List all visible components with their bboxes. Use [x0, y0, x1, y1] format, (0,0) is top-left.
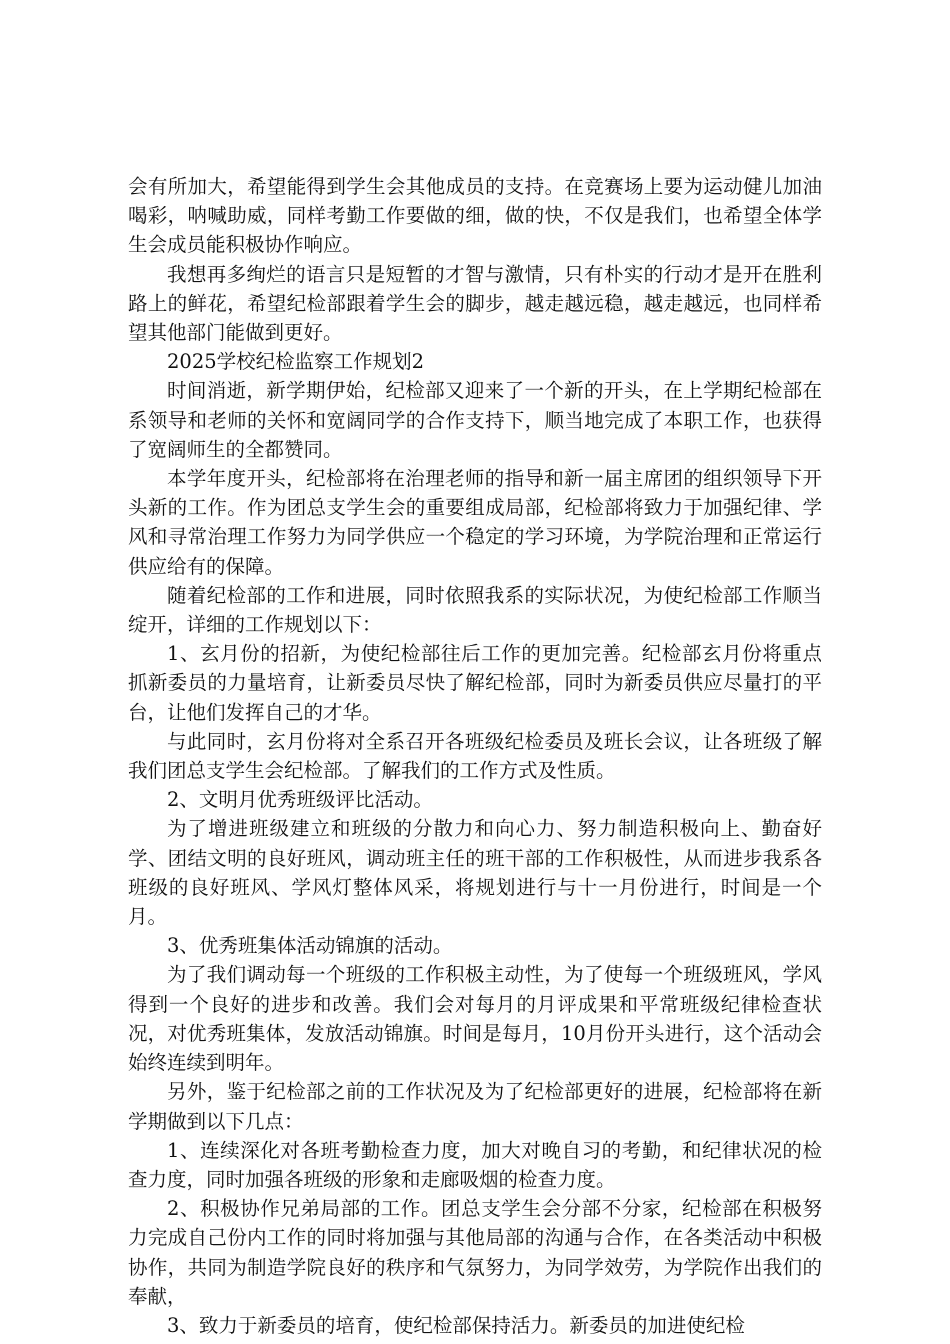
paragraph-3: 时间消逝，新学期伊始，纪检部又迎来了一个新的开头，在上学期纪检部在系领导和老师的关怀和宽阔同学的合作支持下，顺当地完成了本职工作，也获得了宽阔师生的全都赞同。 — [128, 379, 822, 461]
list-item-3: 3、优秀班集体活动锦旗的活动。 — [167, 934, 453, 958]
paragraph-2: 我想再多绚烂的语言只是短暂的才智与激情，只有朴实的行动才是开在胜利路上的鲜花，希望纪检部跟着学生会的脚步，越走越远稳，越走越远，也同样希望其他部门能做到更好。 — [128, 262, 822, 345]
paragraph-7: 为了增进班级建立和班级的分散力和向心力、努力制造积极向上、勤奋好学、团结文明的良好班风，调动班主任的班干部的工作积极性，从而进步我系各班级的良好班风、学风灯整体风采，将规划进行与十一月份进行，时间是一个月。 — [128, 817, 822, 929]
document-page — [128, 172, 822, 1340]
section-heading: 2025学校纪检监察工作规划2 — [167, 350, 425, 374]
list-item-1: 1、玄月份的招新，为使纪检部往后工作的更加完善。纪检部玄月份将重点抓新委员的力量培育，让新委员尽快了解纪检部，同时为新委员供应尽量打的平台，让他们发挥自己的才华。 — [128, 642, 822, 724]
list-item-2: 2、文明月优秀班级评比活动。 — [167, 788, 433, 812]
list-item-5: 2、积极协作兄弟局部的工作。团总支学生会分部不分家，纪检部在积极努力完成自己份内工作的同时将加强与其他局部的沟通与合作，在各类活动中积极协作，共同为制造学院良好的秩序和气氛努力，为同学效劳，为学院作出我们的奉献， — [128, 1197, 822, 1308]
paragraph-4: 本学年度开头，纪检部将在治理老师的指导和新一届主席团的组织领导下开头新的工作。作为团总支学生会的重要组成局部，纪检部将致力于加强纪律、学风和寻常治理工作努力为同学供应一个稳定的学习环境，为学院治理和正常运行供应给有的保障。 — [128, 467, 822, 578]
list-item-4: 1、连续深化对各班考勤检查力度，加大对晚自习的考勤，和纪律状况的检查力度，同时加强各班级的形象和走廊吸烟的检查力度。 — [128, 1138, 822, 1191]
paragraph-9: 另外，鉴于纪检部之前的工作状况及为了纪检部更好的进展，纪检部将在新学期做到以下几点： — [128, 1080, 822, 1133]
paragraph-5: 随着纪检部的工作和进展，同时依照我系的实际状况，为使纪检部工作顺当绽开，详细的工作规划以下： — [128, 583, 822, 637]
paragraph-6: 与此同时，玄月份将对全系召开各班级纪检委员及班长会议，让各班级了解我们团总支学生会纪检部。了解我们的工作方式及性质。 — [128, 729, 822, 783]
paragraph-1: 会有所加大，希望能得到学生会其他成员的支持。在竞赛场上要为运动健儿加油喝彩，呐喊助威，同样考勤工作要做的细，做的快，不仅是我们，也希望全体学生会成员能积极协作响应。 — [128, 175, 822, 257]
paragraph-8: 为了我们调动每一个班级的工作积极主动性，为了使每一个班级班风，学风得到一个良好的进步和改善。我们会对每月的月评成果和平常班级纪律检查状况，对优秀班集体，发放活动锦旗。时间是每月，10月份开头进行，这个活动会始终连续到明年。 — [128, 963, 822, 1075]
list-item-6: 3、致力于新委员的培育，使纪检部保持活力。新委员的加进使纪检 — [167, 1313, 745, 1337]
